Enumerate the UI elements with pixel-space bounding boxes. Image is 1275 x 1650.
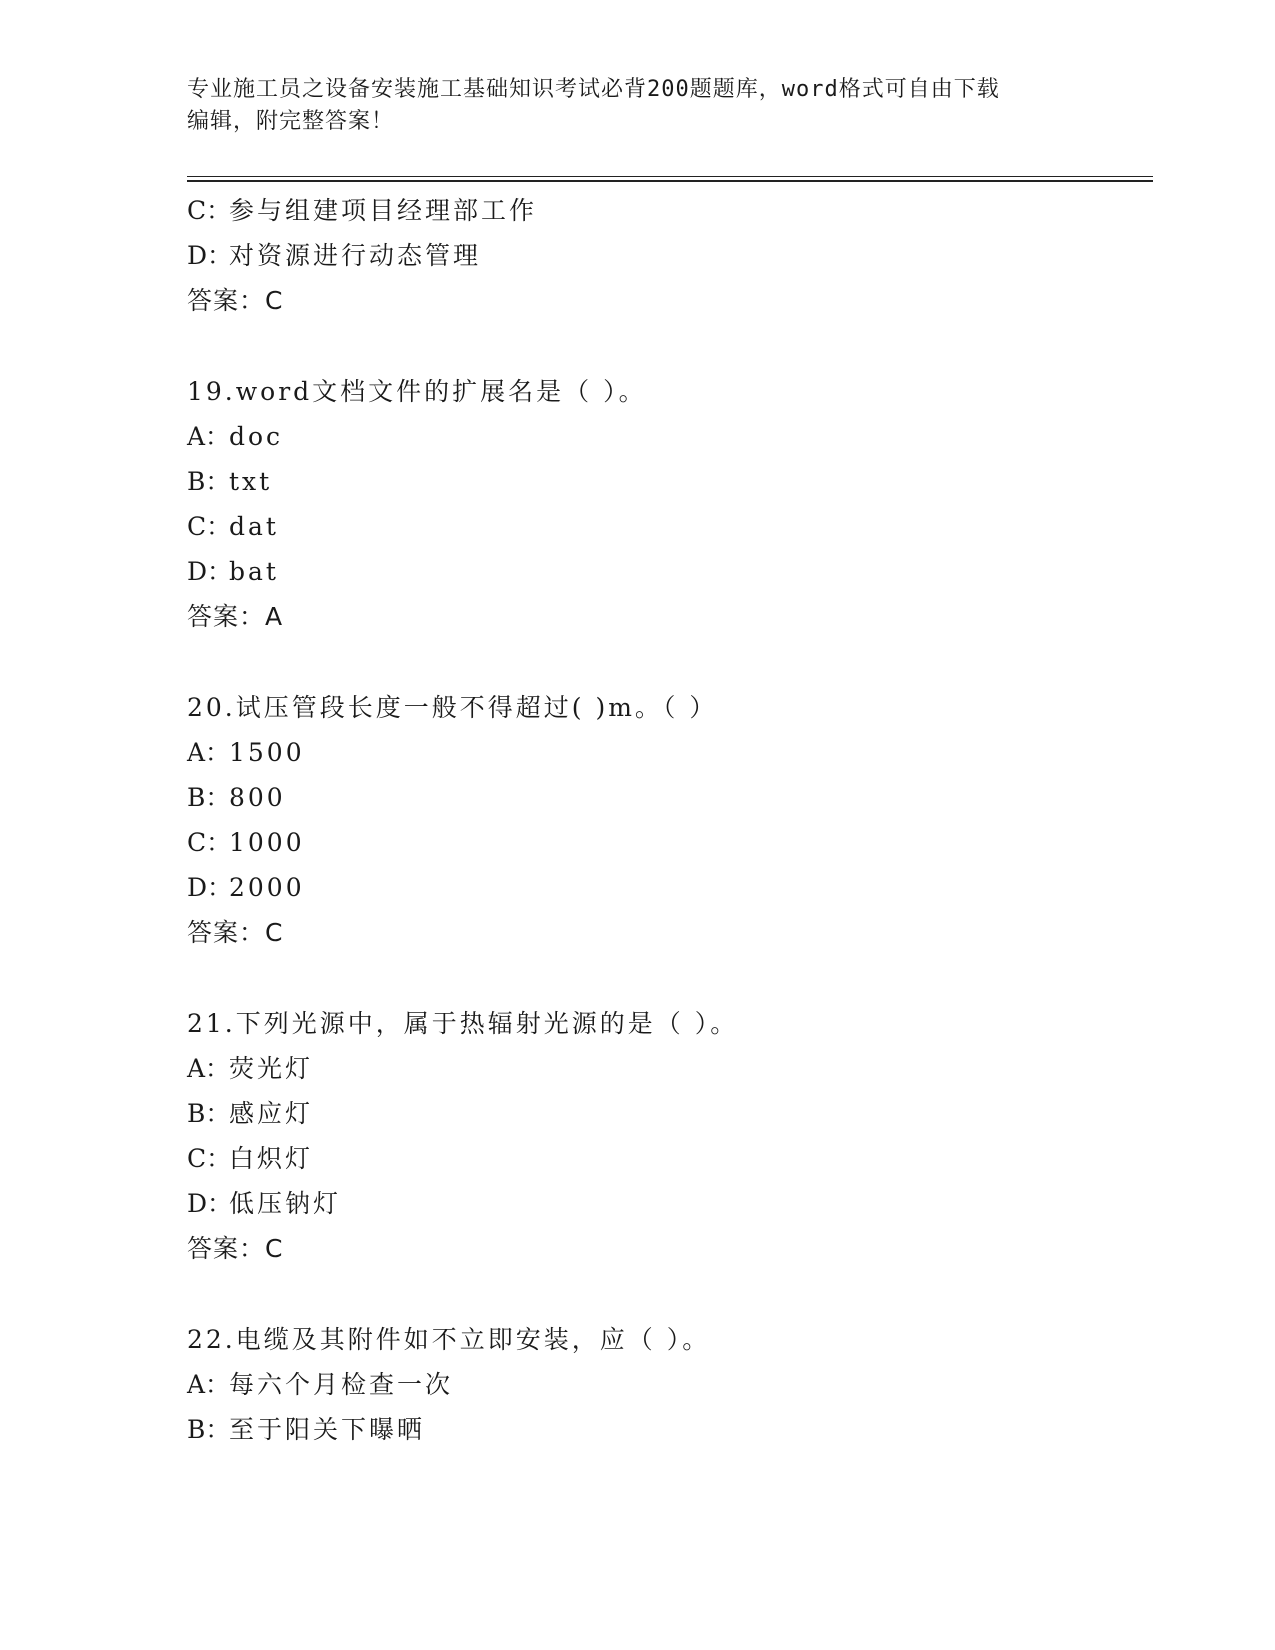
- option-key: D：: [187, 557, 233, 586]
- question-22: 22.电缆及其附件如不立即安装，应（ ）。: [187, 1325, 711, 1354]
- option-c: [187, 1136, 1147, 1181]
- option-text: dat: [229, 512, 279, 541]
- option-key: C：: [187, 512, 232, 541]
- option-a: [187, 1046, 1147, 1091]
- option-c: [187, 188, 1147, 233]
- answer-line: 答案：A: [187, 602, 284, 631]
- option-c: [187, 504, 1147, 549]
- option-d: [187, 549, 1147, 594]
- option-key: A：: [187, 1054, 231, 1083]
- option-a: [187, 730, 1147, 775]
- option-a: [187, 414, 1147, 459]
- header-divider-thin: [187, 176, 1153, 177]
- option-key: A：: [187, 1370, 231, 1399]
- option-text: 每六个月检查一次: [229, 1370, 454, 1399]
- option-key: D：: [187, 873, 233, 902]
- option-key: D：: [187, 1189, 233, 1218]
- option-key: C：: [187, 828, 232, 857]
- option-text: 参与组建项目经理部工作: [229, 196, 538, 225]
- option-text: 800: [229, 783, 286, 812]
- option-key: A：: [187, 738, 231, 767]
- option-text: 低压钠灯: [229, 1189, 342, 1218]
- option-key: B：: [187, 1415, 231, 1444]
- option-text: 至于阳关下曝晒: [229, 1415, 426, 1444]
- header-line-1: 专业施工员之设备安装施工基础知识考试必背200题题库，word格式可自由下载: [187, 77, 1000, 102]
- header-divider-thick: [187, 180, 1153, 182]
- option-key: A：: [187, 422, 231, 451]
- option-key: B：: [187, 1099, 231, 1128]
- answer-line: 答案：C: [187, 1234, 284, 1263]
- option-key: C：: [187, 196, 232, 225]
- option-key: D：: [187, 241, 233, 270]
- question-20: 20.试压管段长度一般不得超过( )m。（ ）: [187, 693, 718, 722]
- option-text: doc: [229, 422, 284, 451]
- option-b: [187, 1091, 1147, 1136]
- option-text: 1500: [229, 738, 305, 767]
- option-b: [187, 459, 1147, 504]
- answer-line: 答案：C: [187, 286, 284, 315]
- option-text: bat: [229, 557, 279, 586]
- option-b: [187, 1407, 1147, 1452]
- question-19: 19.word文档文件的扩展名是（ ）。: [187, 377, 647, 406]
- answer-line: 答案：C: [187, 918, 284, 947]
- option-text: 1000: [229, 828, 305, 857]
- document-header: [187, 74, 1087, 138]
- option-key: B：: [187, 783, 231, 812]
- option-text: 荧光灯: [229, 1054, 314, 1083]
- question-list: [187, 188, 1147, 1452]
- option-text: 白炽灯: [229, 1144, 314, 1173]
- option-key: C：: [187, 1144, 232, 1173]
- option-a: [187, 1362, 1147, 1407]
- option-text: 对资源进行动态管理: [229, 241, 482, 270]
- option-d: [187, 233, 1147, 278]
- option-key: B：: [187, 467, 231, 496]
- option-c: [187, 820, 1147, 865]
- header-line-2: 编辑，附完整答案！: [187, 109, 395, 134]
- option-d: [187, 865, 1147, 910]
- option-d: [187, 1181, 1147, 1226]
- option-text: 感应灯: [229, 1099, 314, 1128]
- option-text: 2000: [229, 873, 305, 902]
- option-text: txt: [229, 467, 273, 496]
- option-b: [187, 775, 1147, 820]
- question-21: 21.下列光源中，属于热辐射光源的是（ ）。: [187, 1009, 739, 1038]
